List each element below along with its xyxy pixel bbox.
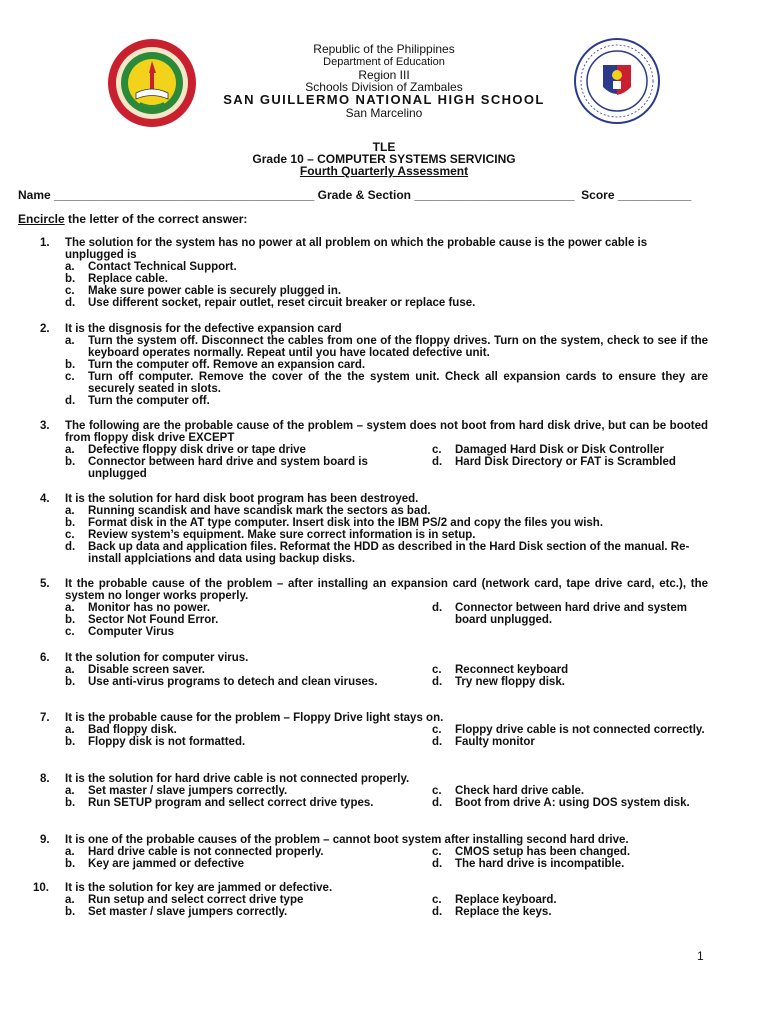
answer-option[interactable]: a. Bad floppy disk.	[65, 724, 177, 736]
question-1	[18, 237, 708, 309]
question-2	[18, 323, 708, 407]
answer-option[interactable]: c. Computer Virus	[65, 626, 175, 638]
answer-option[interactable]: b. Run SETUP program and sellect correct drive types.	[65, 797, 374, 809]
question-3	[18, 420, 708, 480]
answer-option[interactable]: c. Floppy drive cable is not connected correctly.	[432, 724, 705, 736]
question-number: 3.	[40, 420, 50, 432]
answer-option[interactable]: c. Damaged Hard Disk or Disk Controller	[432, 444, 664, 456]
answer-option[interactable]: c. Replace keyboard.	[432, 894, 557, 906]
answer-options	[65, 261, 708, 309]
answer-option[interactable]: b. Format disk in the AT type computer. Insert disk into the IBM PS/2 and copy the files you wish.	[65, 517, 604, 529]
answer-option[interactable]: d. Use different socket, repair outlet, reset circuit breaker or replace fuse.	[65, 297, 476, 309]
answer-options	[65, 664, 708, 688]
question-text: It the probable cause of the problem – after installing an expansion card (network card, tape drive card, etc.), the system no longer works properly.	[65, 578, 708, 602]
answer-option[interactable]: c. Reconnect keyboard	[432, 664, 569, 676]
question-text: It is the solution for hard drive cable is not connected properly.	[65, 773, 410, 785]
answer-option[interactable]: d. Boot from drive A: using DOS system disk.	[432, 797, 690, 809]
question-text: It is the probable cause for the problem – Floppy Drive light stays on.	[65, 712, 444, 724]
answer-option[interactable]: a. Defective floppy disk drive or tape drive	[65, 444, 306, 456]
question-number: 10.	[33, 882, 49, 894]
header-department: Department of Education	[323, 56, 445, 68]
answer-option[interactable]: b. Connector between hard drive and system board is unplugged	[65, 456, 368, 480]
answer-option[interactable]: d. Turn the computer off.	[65, 395, 210, 407]
answer-options	[65, 724, 708, 748]
question-number: 9.	[40, 834, 50, 846]
question-number: 1.	[40, 237, 50, 249]
question-6	[18, 652, 708, 688]
question-number: 5.	[40, 578, 50, 590]
question-text: It is the solution for key are jammed or defective.	[65, 882, 333, 894]
question-text: It the solution for computer virus.	[65, 652, 249, 664]
question-7	[18, 712, 708, 748]
question-text: It is one of the probable causes of the problem – cannot boot system after installing second hard drive.	[65, 834, 629, 846]
question-5	[18, 578, 708, 638]
answer-option[interactable]: d. Replace the keys.	[432, 906, 552, 918]
answer-option[interactable]: b. Set master / slave jumpers correctly.	[65, 906, 288, 918]
question-text: The following are the probable cause of the problem – system does not boot from hard disk drive, but can be booted from floppy disk drive EXCEPT	[65, 420, 708, 444]
answer-option[interactable]: b. Floppy disk is not formatted.	[65, 736, 246, 748]
header-region: Region III	[358, 68, 410, 82]
answer-option[interactable]: b. Sector Not Found Error.	[65, 614, 219, 626]
answer-options	[65, 335, 708, 407]
answer-option[interactable]: a. Set master / slave jumpers correctly.	[65, 785, 288, 797]
question-text: It is the disgnosis for the defective expansion card	[65, 323, 342, 335]
instruction	[18, 212, 247, 226]
question-9	[18, 834, 708, 870]
answer-option[interactable]: a. Turn the system off. Disconnect the cables from one of the floppy drives. Turn on the system, check to see if the keyboard operates normally. Repeat until you have located defective unit.	[65, 335, 708, 359]
question-number: 8.	[40, 773, 50, 785]
header-town: San Marcelino	[345, 106, 423, 120]
answer-option[interactable]: b. Key are jammed or defective	[65, 858, 244, 870]
answer-option[interactable]: b. Use anti-virus programs to detech and clean viruses.	[65, 676, 378, 688]
answer-options	[65, 785, 708, 809]
answer-options	[65, 846, 708, 870]
name-grade-score-line[interactable]: Name _______________________________________ Grade & Section ________________________ Score ___________	[18, 188, 692, 202]
answer-option[interactable]: a. Hard drive cable is not connected properly.	[65, 846, 324, 858]
course-title: Grade 10 – COMPUTER SYSTEMS SERVICING	[252, 152, 516, 166]
answer-option[interactable]: b. Replace cable.	[65, 273, 168, 285]
answer-option[interactable]: a. Monitor has no power.	[65, 602, 211, 614]
answer-option[interactable]: c. Review system’s equipment. Make sure correct information is in setup.	[65, 529, 476, 541]
answer-options	[65, 894, 708, 918]
header-republic: Republic of the Philippines	[313, 42, 455, 56]
header-school-name: SAN GUILLERMO NATIONAL HIGH SCHOOL	[223, 92, 545, 107]
header-division: Schools Division of Zambales	[305, 80, 463, 94]
question-8	[18, 773, 708, 809]
question-number: 6.	[40, 652, 50, 664]
question-4	[18, 493, 708, 565]
subject-title: TLE	[372, 140, 396, 154]
answer-option[interactable]: d. The hard drive is incompatible.	[432, 858, 625, 870]
answer-option[interactable]: a. Contact Technical Support.	[65, 261, 237, 273]
question-text: The solution for the system has no power at all problem on which the probable cause is the power cable is unplugged is	[65, 237, 648, 261]
answer-option[interactable]: a. Running scandisk and have scandisk mark the sectors as bad.	[65, 505, 431, 517]
question-number: 7.	[40, 712, 50, 724]
page-number: 1	[697, 949, 704, 963]
assessment-title: Fourth Quarterly Assessment	[299, 164, 469, 178]
question-number: 4.	[40, 493, 50, 505]
question-10	[18, 882, 708, 918]
answer-option[interactable]: c. CMOS setup has been changed.	[432, 846, 631, 858]
answer-option[interactable]: c. Turn off computer. Remove the cover of the the system unit. Check all expansion cards to ensure they are securely seated in slots.	[65, 371, 708, 395]
instruction-keyword: Encircle	[18, 212, 65, 226]
answer-option[interactable]: c. Check hard drive cable.	[432, 785, 585, 797]
answer-option[interactable]: d. Connector between hard drive and system board unplugged.	[432, 602, 687, 626]
question-text: It is the solution for hard disk boot program has been destroyed.	[65, 493, 419, 505]
answer-option[interactable]: d. Try new floppy disk.	[432, 676, 565, 688]
answer-options	[65, 505, 708, 565]
answer-option[interactable]: d. Faulty monitor	[432, 736, 535, 748]
instruction-text: the letter of the correct answer:	[64, 212, 248, 226]
answer-option[interactable]: a. Disable screen saver.	[65, 664, 205, 676]
answer-options	[65, 444, 708, 480]
answer-option[interactable]: c. Make sure power cable is securely plugged in.	[65, 285, 342, 297]
answer-option[interactable]: a. Run setup and select correct drive type	[65, 894, 304, 906]
answer-option[interactable]: d. Back up data and application files. Reformat the HDD as described in the Hard Disk section of the manual. Re-install applciations and data using backup disks.	[65, 541, 690, 565]
answer-option[interactable]: b. Turn the computer off. Remove an expansion card.	[65, 359, 366, 371]
question-number: 2.	[40, 323, 50, 335]
answer-options	[65, 602, 708, 638]
answer-option[interactable]: d. Hard Disk Directory or FAT is Scrambled	[432, 456, 676, 468]
